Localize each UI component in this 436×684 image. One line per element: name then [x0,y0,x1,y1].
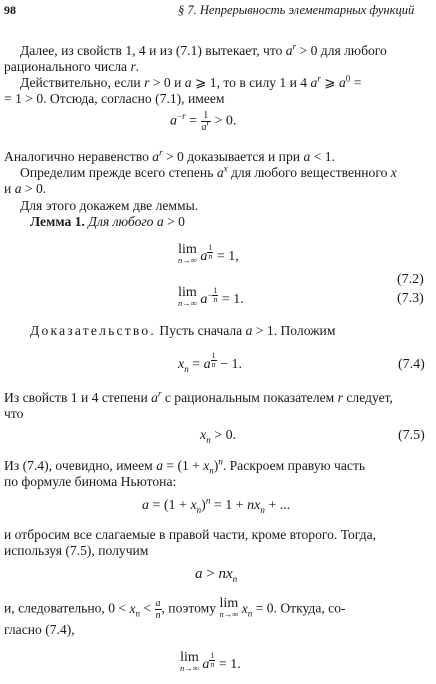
lim-sub: n→∞ [178,298,197,308]
equation-tag-7-4: (7.4) [398,357,425,372]
proof-label: Доказательство. [30,323,157,338]
lemma-text: Для любого [88,214,154,229]
text: для любого вещественного [231,165,388,180]
paragraph-8: и отбросим все слагаемые в правой части, кроме второго. Тогда, [4,527,377,542]
text: Далее, из свойств 1, 4 и из (7.1) вытекает, что [20,43,283,58]
paragraph-2-line-2 [4,91,225,106]
running-title: § 7. Непрерывность элементарных функций [178,3,415,17]
paragraph-9-line-2: гласно (7.4), [4,622,75,637]
text: = 1 > 0. Отсюда, согласно (7.1), имеем [4,91,225,106]
paragraph-7-line-2: по формуле бинома Ньютона: [4,474,177,489]
paragraph-7: Из (7.4), очевидно, имеем $a = (1 + x_n)^n$. Раскроем правую часть [4,456,366,476]
paragraph-5: Для этого докажем две леммы. [20,198,199,213]
paragraph-1: Далее, из свойств 1, 4 и из (7.1) вытекает, что $a^r > 0$ для любого [20,41,387,58]
equation-tag-7-3: (7.3) [397,291,424,306]
text: и [4,181,12,196]
paragraph-6: Из свойств 1 и 4 степени $a^r$ с рациональным показателем r следует, [4,388,393,405]
text: , поэтому [161,600,217,616]
equation-tag-7-5: (7.5) [398,428,425,443]
paragraph-9: и, следовательно, $0 < x_n$ < $\frac{a}{n}$ , поэтому lim n→∞ $x_n = 0$. Откуда, со- [4,596,346,621]
lim: lim [219,596,239,611]
text: следует, [346,390,393,405]
equation-final-limit: lim n→∞ a $^{\frac{1}{n}}$ = 1. [180,650,241,673]
lim: lim [178,285,197,300]
text: и, следовательно, [4,600,105,616]
equation-neg-power: $a^{-r}$ = $\frac{1}{a^r}$ > 0. [170,110,237,133]
lim-sub: n→∞ [178,255,197,265]
equation-7-4: $x_n = a$ $^{\frac{1}{n}}$ − 1. [178,351,243,375]
equation-binomial: $a = (1 + x_n)^n = 1 + nx_n$ + ... [142,495,291,515]
paragraph-3: Аналогично неравенство $a^r > 0$ доказывается и при a < 1. [4,147,335,164]
lim-sub: n→∞ [180,663,199,673]
text: Аналогично неравенство [4,149,149,164]
paragraph-4: Определим прежде всего степень $a^x$ для любого вещественного x [20,163,397,180]
paragraph-6-line-2: что [4,406,24,421]
equation-7-5: $x_n > 0$. [200,428,237,445]
text: Определим прежде всего степень [20,165,214,180]
equation-7-2: lim n→∞ a $^{\frac{1}{n}}$ = 1, [178,242,239,265]
equation-a-gt-nxn: $a > nx_n$ [195,566,238,584]
text: , то в силу 1 и 4 [216,75,308,90]
text: Действительно, если [20,75,141,90]
lim: lim [178,242,197,257]
text: . Раскроем правую часть [222,458,366,473]
text: Пусть сначала [159,323,243,338]
text: . Откуда, со- [273,600,346,616]
paragraph-1-line-2: рационального числа r. [4,59,140,74]
proof-intro: Доказательство. Пусть сначала a > 1. Положим [30,323,336,338]
text: и [174,75,182,90]
lim-sub: n→∞ [219,609,239,619]
equation-7-3: lim n→∞ $a^{- \frac{1}{n}}$ = 1. [178,285,244,308]
lemma-1: Лемма 1. Для любого a > 0 [30,214,185,229]
paragraph-4-line-2: и a > 0. [4,181,47,196]
text: . Положим [273,323,336,338]
text: доказывается и при [187,149,301,164]
text: Из (7.4), очевидно, имеем [4,458,153,473]
paragraph-2: Действительно, если r > 0 и a ⩾ 1, то в силу 1 и 4 $a^r$ ⩾ $a^0$ = [20,73,362,90]
text: для любого [320,43,387,58]
lemma-label: Лемма 1. [30,214,85,229]
paragraph-8-line-2: используя (7.5), получим [4,543,149,558]
lim: lim [180,650,199,665]
text: Из свойств 1 и 4 степени [4,390,148,405]
text: рационального числа [4,59,128,74]
text: с рациональным показателем [164,390,335,405]
page-number: 98 [4,3,16,17]
equation-tag-7-2: (7.2) [397,272,424,287]
